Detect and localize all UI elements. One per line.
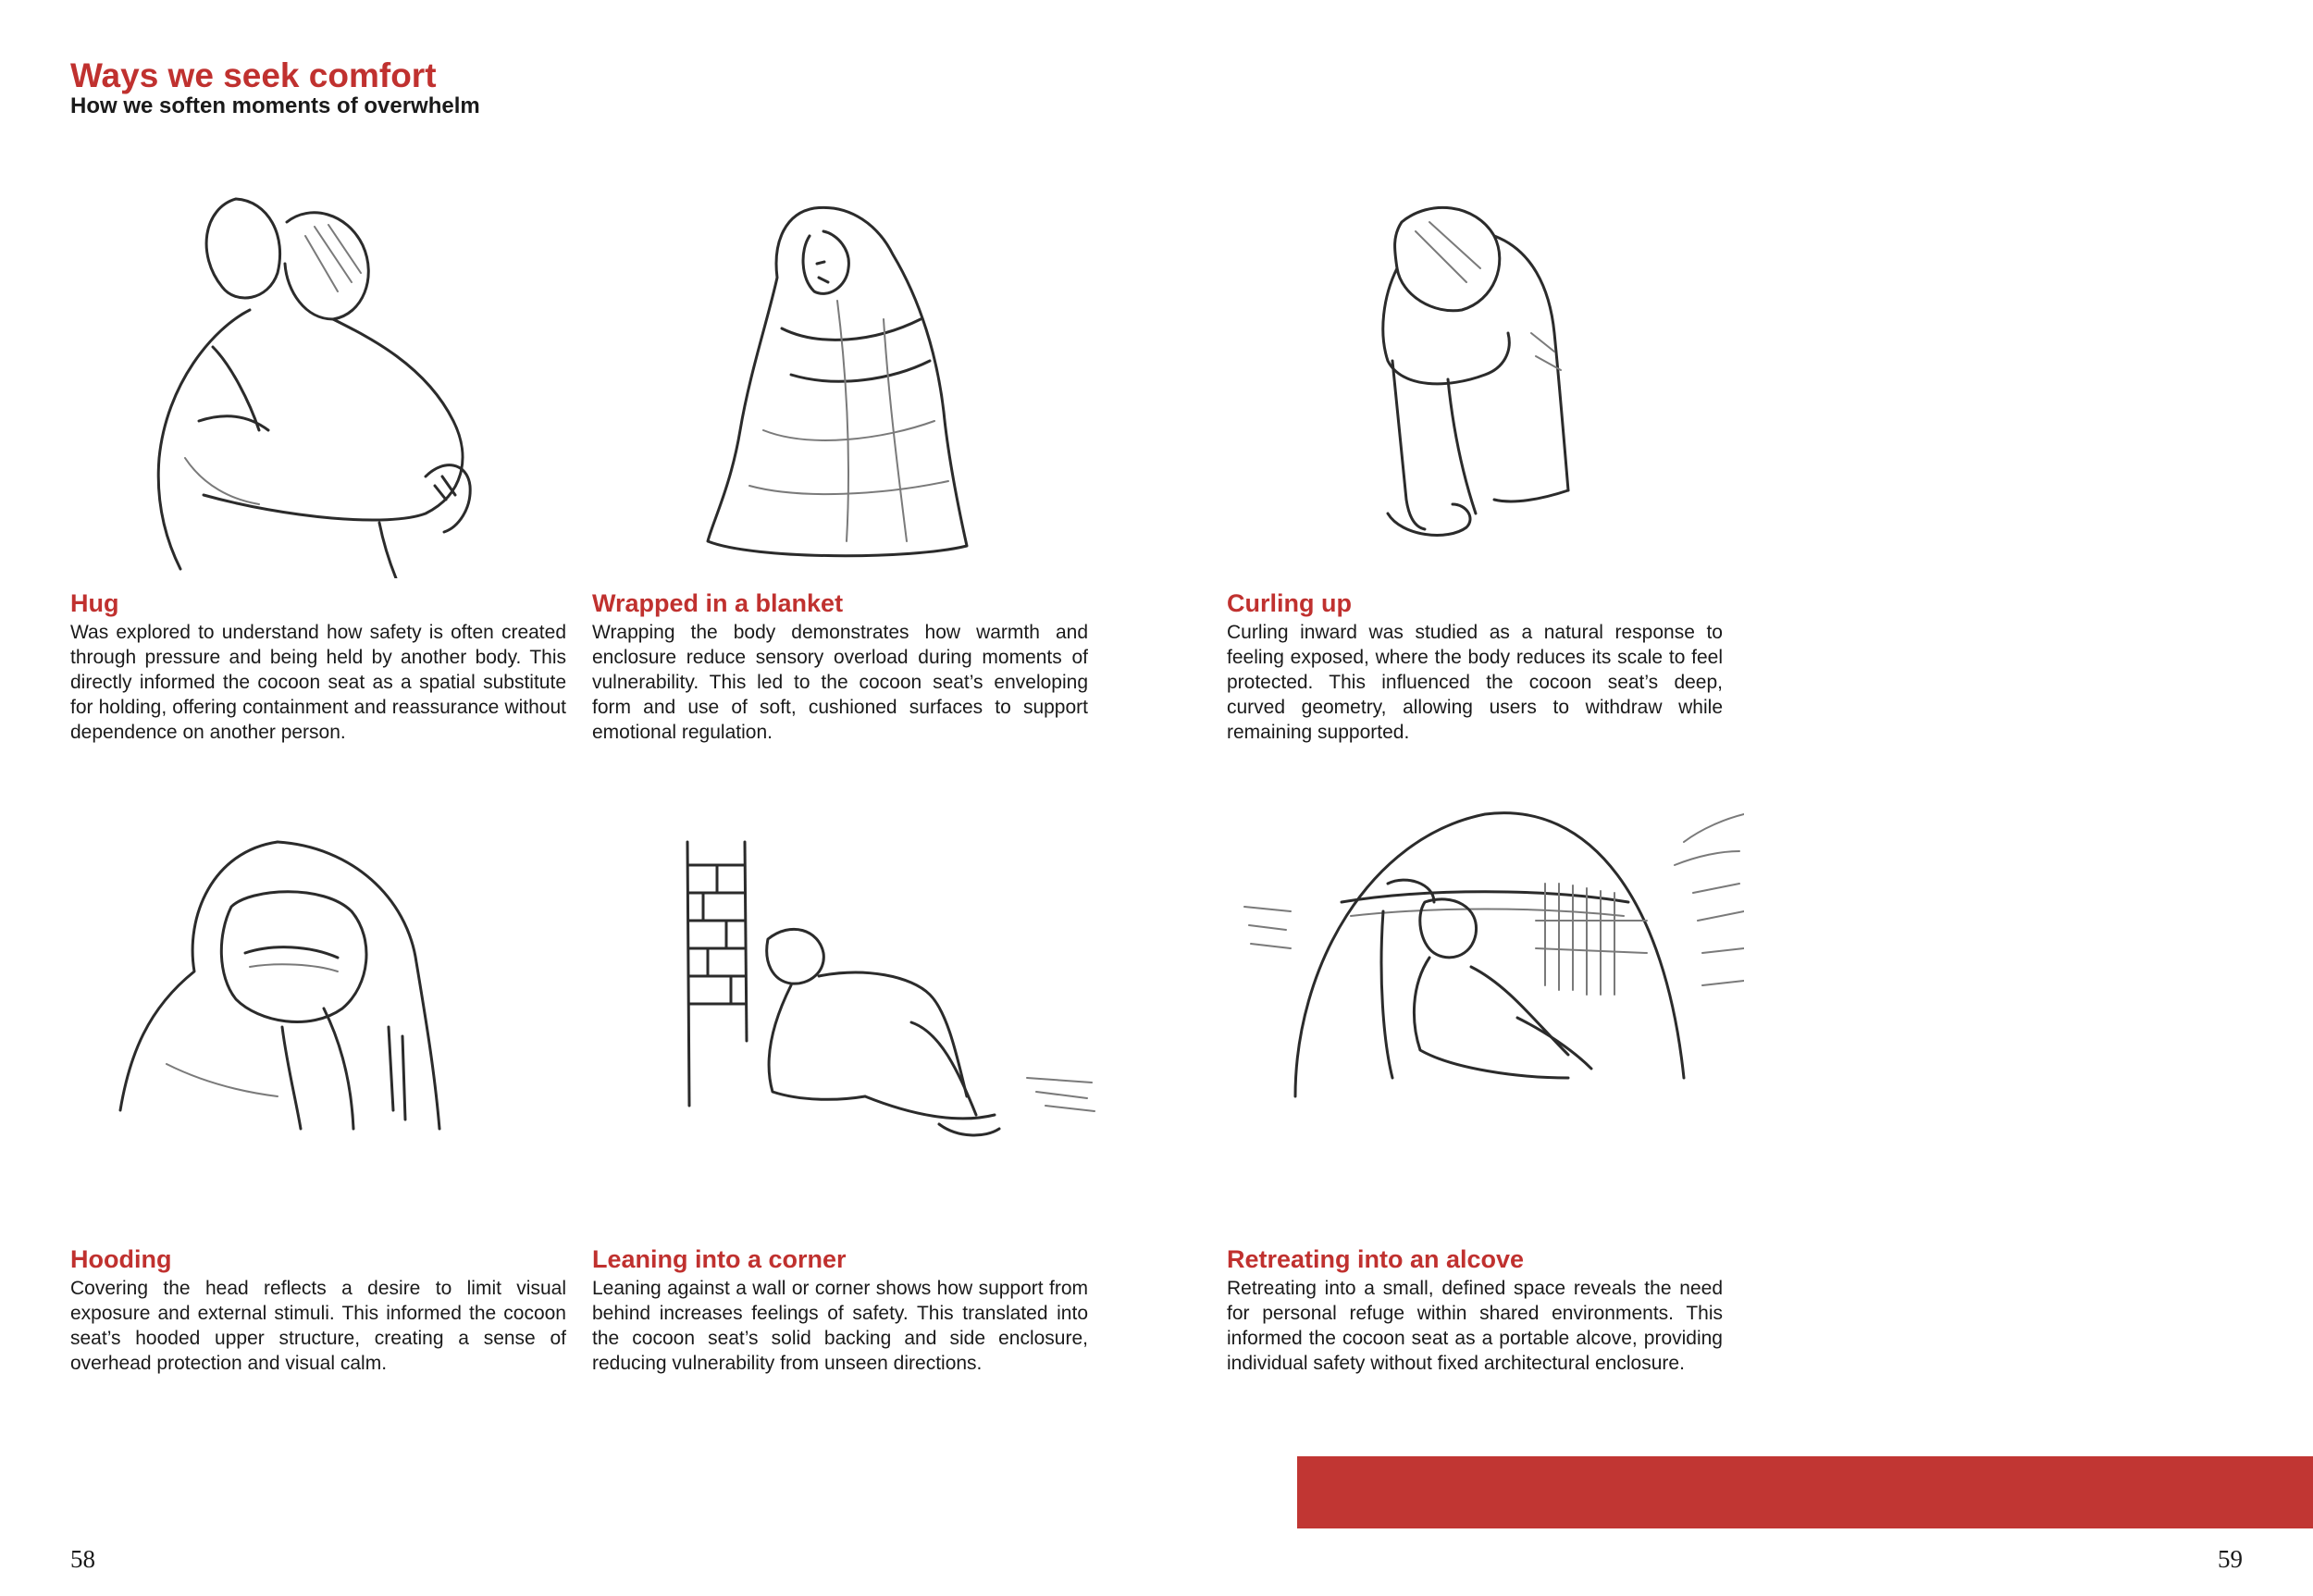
card-curling-up xyxy=(1227,589,1723,745)
card-hooding xyxy=(70,1245,566,1376)
card-body: Wrapping the body demonstrates how warmth and enclosure reduce sensory overload during moments of vulnerability. This led to the cocoon seat’s enveloping form and use of soft, cushioned surfaces to support emotional regulation. xyxy=(592,622,1088,744)
card-heading: Curling up xyxy=(1227,589,1352,617)
accent-band xyxy=(1297,1456,2313,1528)
page-number-right: 59 xyxy=(2218,1545,2243,1573)
corner-sketch-icon xyxy=(680,837,1101,1147)
card-retreating-into-an-alcove xyxy=(1227,1245,1723,1376)
card-body: Was explored to understand how safety is often created through pressure and being held by another body. This directly informed the cocoon seat as a spatial substitute for holding, offering containment and reassurance without dependence on another person. xyxy=(70,622,566,744)
card-heading: Retreating into an alcove xyxy=(1227,1245,1525,1273)
card-heading: Wrapped in a blanket xyxy=(592,589,844,617)
curled-up-sketch-icon xyxy=(1346,194,1624,555)
card-body: Retreating into a small, defined space reveals the need for personal refuge within shared environments. This informed the cocoon seat as a portable alcove, providing individual safety without fixed architectural enclosure. xyxy=(1227,1278,1723,1375)
card-leaning-into-a-corner xyxy=(592,1245,1088,1376)
page-subtitle: How we soften moments of overwhelm xyxy=(70,93,480,118)
page-number-left: 58 xyxy=(70,1545,95,1573)
hood-sketch-icon xyxy=(111,833,500,1138)
card-wrapped-in-a-blanket xyxy=(592,589,1088,745)
card-body: Covering the head reflects a desire to limit visual exposure and external stimuli. This informed the cocoon seat’s hooded upper structure, creating a sense of overhead protection and visual calm. xyxy=(70,1278,566,1375)
card-heading: Hooding xyxy=(70,1245,172,1273)
card-heading: Hug xyxy=(70,589,119,617)
card-body: Leaning against a wall or corner shows how support from behind increases feelings of safety. This translated into the cocoon seat’s solid backing and side enclosure, reducing vulnerability from unseen directions. xyxy=(592,1278,1088,1375)
card-heading: Leaning into a corner xyxy=(592,1245,847,1273)
card-hug xyxy=(70,589,566,745)
hug-sketch-icon xyxy=(148,180,518,578)
alcove-sketch-icon xyxy=(1240,800,1744,1101)
blanket-sketch-icon xyxy=(699,190,985,569)
page-title: Ways we seek comfort xyxy=(70,56,437,94)
card-body: Curling inward was studied as a natural response to feeling exposed, where the body reduces its scale to feel protected. This influenced the cocoon seat’s deep, curved geometry, allowing users to withdraw while remaining supported. xyxy=(1227,622,1723,744)
